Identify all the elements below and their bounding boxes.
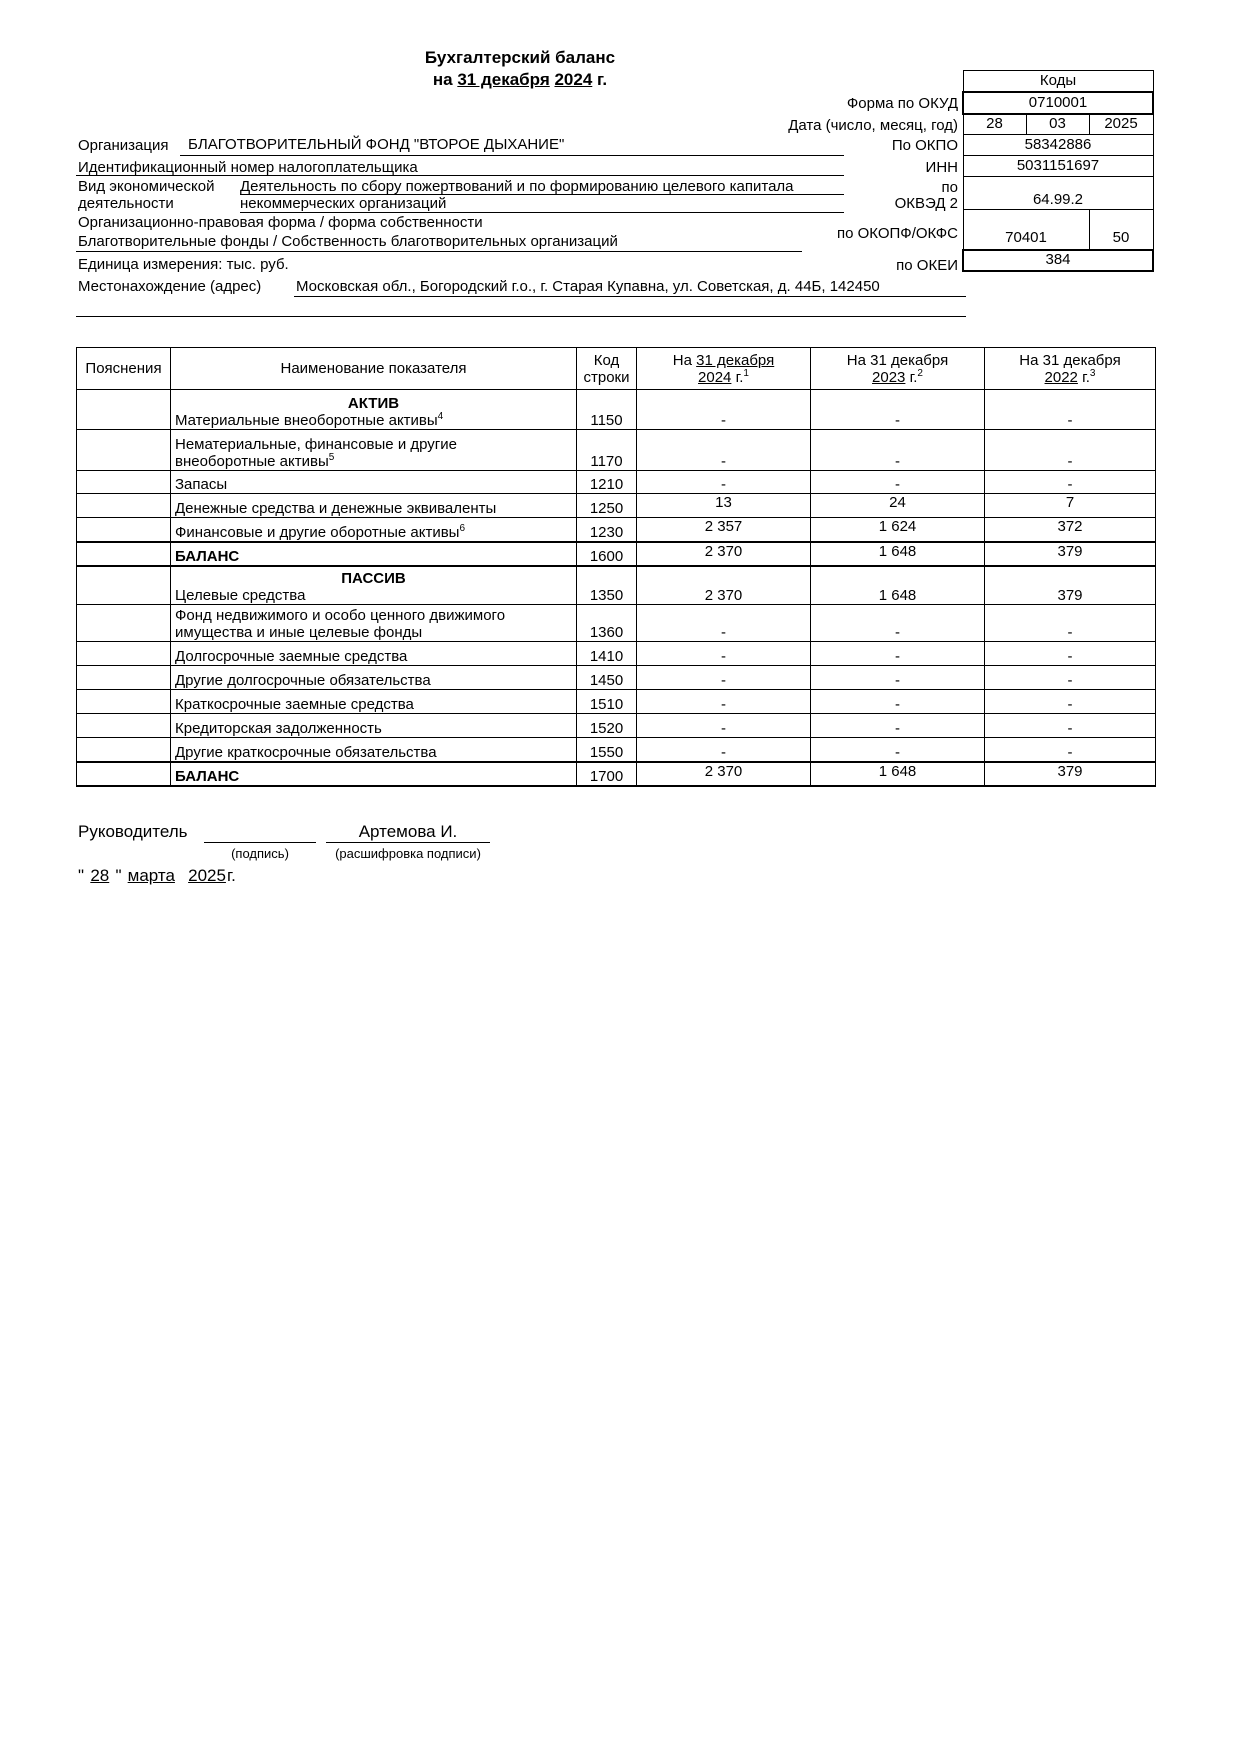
row-code: 1520 [577,714,637,738]
row-value-2024: 2 370 [637,762,811,786]
report-date [360,69,680,90]
header-col1-c: 2024 [698,368,732,386]
header-col2-c: г. [909,368,918,386]
row-name-text: Финансовые и другие оборотные активы [175,523,460,541]
table-row [77,666,1156,690]
row-value-2023: 1 648 [811,762,985,786]
row-notes [77,738,171,762]
table-row [77,471,1156,494]
codes-title: Коды [963,71,1153,92]
row-value-2023: - [811,430,985,471]
row-notes [77,666,171,690]
okpo-label: По ОКПО [891,137,958,154]
row-notes [77,518,171,542]
header-col2-a: На 31 декабря [846,351,949,369]
row-notes [77,642,171,666]
header-col3-c: г. [1082,368,1090,386]
row-value-2024: - [637,666,811,690]
row-value-2024: 13 [637,494,811,518]
row-value-2024: - [637,390,811,430]
row-name-line-1: Нематериальные, финансовые и другие [175,436,457,453]
activity-value-2: некоммерческих организаций [240,195,447,212]
row-code: 1150 [577,390,637,430]
row-code: 1410 [577,642,637,666]
row-value-2024: - [637,714,811,738]
header-notes: Пояснения [77,348,171,390]
sign-year-suffix: г. [227,866,236,885]
okei-label: по ОКЕИ [896,257,958,274]
row-notes [77,690,171,714]
address-label: Местонахождение (адрес) [78,278,262,295]
date-day-month: 31 декабря [457,70,550,89]
header-col1-b: 31 декабря [696,351,775,369]
row-name: БАЛАНС [171,542,577,566]
row-name [171,566,577,605]
codes-table [962,70,1154,272]
row-value-2022: - [985,390,1156,430]
section-passive: ПАССИВ [341,570,406,587]
row-value-2023: 24 [811,494,985,518]
row-code: 1600 [577,542,637,566]
row-value-2022: 379 [985,566,1156,605]
row-name [171,605,577,642]
header-code-1: Код [593,351,620,369]
okud-label: Форма по ОКУД [846,95,958,112]
row-value-2023: - [811,605,985,642]
name-caption: (расшифровка подписи) [335,846,481,861]
row-value-2022: - [985,666,1156,690]
table-row [77,605,1156,642]
row-name: Кредиторская задолженность [171,714,577,738]
legal-form-value: Благотворительные фонды / Собственность благотворительных организаций [78,233,618,250]
row-name-text: Материальные внеоборотные активы [175,412,438,429]
title-text: Бухгалтерский баланс [424,48,616,67]
activity-label-2: деятельности [78,195,174,212]
row-notes [77,605,171,642]
row-value-2024: 2 370 [637,566,811,605]
sign-date [78,866,236,886]
section-active: АКТИВ [347,395,400,412]
row-notes [77,494,171,518]
inn-label: Идентификационный номер налогоплательщика [78,159,418,176]
table-row [77,642,1156,666]
row-code: 1210 [577,471,637,494]
row-code: 1450 [577,666,637,690]
row-name: БАЛАНС [171,762,577,786]
inn-label-code: ИНН [925,159,958,176]
date-prefix: на [432,70,453,89]
header-col2 [811,348,985,390]
header-col3-sup: 3 [1089,367,1096,379]
head-label: Руководитель [78,822,188,841]
row-name-text: Целевые средства [175,587,306,604]
table-header-row [77,348,1156,390]
name-line [326,842,490,843]
sign-day: 28 [90,866,110,885]
inn-value: 5031151697 [963,156,1153,177]
row-value-2022: - [985,738,1156,762]
row-notes [77,542,171,566]
row-value-2022: 372 [985,518,1156,542]
table-row [77,714,1156,738]
row-code: 1350 [577,566,637,605]
row-code: 1170 [577,430,637,471]
date-suffix: г. [597,70,608,89]
okud-value: 0710001 [963,92,1153,114]
row-value-2024: - [637,471,811,494]
row-name: Долгосрочные заемные средства [171,642,577,666]
org-underline [180,155,844,156]
date-day-code: 28 [963,114,1026,135]
row-value-2023: - [811,390,985,430]
activity-underline-2 [240,212,844,213]
row-value-2024: - [637,605,811,642]
table-row [77,494,1156,518]
row-name-line-2: внеоборотные активы [175,453,329,470]
table-row-total [77,762,1156,786]
row-name: Запасы [171,471,577,494]
row-value-2022: - [985,471,1156,494]
row-value-2024: 2 357 [637,518,811,542]
sign-year: 2025 [188,866,226,885]
row-sup: 6 [459,522,466,534]
row-sup: 5 [328,452,335,463]
row-notes [77,430,171,471]
date-label: Дата (число, месяц, год) [788,117,958,134]
header-col3-a: На 31 декабря [1019,351,1121,369]
table-row-total [77,542,1156,566]
row-value-2022: - [985,430,1156,471]
row-notes [77,390,171,430]
row-value-2022: - [985,605,1156,642]
row-code: 1550 [577,738,637,762]
quote-close: " [115,866,122,885]
row-value-2024: 2 370 [637,542,811,566]
row-value-2024: - [637,430,811,471]
row-value-2022: - [985,690,1156,714]
row-value-2023: - [811,690,985,714]
row-value-2023: - [811,738,985,762]
row-code: 1250 [577,494,637,518]
okpo-value: 58342886 [963,135,1153,156]
sign-month: марта [127,866,175,885]
row-code: 1510 [577,690,637,714]
row-value-2022: - [985,714,1156,738]
okei-value: 384 [963,250,1153,271]
table-row [77,390,1156,430]
table-row [77,690,1156,714]
header-code [577,348,637,390]
row-value-2023: 1 648 [811,566,985,605]
unit-label: Единица измерения: тыс. руб. [78,256,289,273]
header-col3-b: 2022 [1044,368,1078,386]
okved-label-1: по [941,179,958,196]
header-col2-sup: 2 [917,367,923,379]
row-code: 1700 [577,762,637,786]
row-value-2023: - [811,471,985,494]
row-value-2022: 7 [985,494,1156,518]
row-name [171,430,577,471]
row-value-2023: - [811,642,985,666]
okved-label-2: ОКВЭД 2 [894,195,958,212]
row-name: Другие долгосрочные обязательства [171,666,577,690]
header-col1-a: На [672,351,692,369]
table-row [77,430,1156,471]
row-name: Другие краткосрочные обязательства [171,738,577,762]
row-name: Денежные средства и денежные эквиваленты [171,494,577,518]
header-name: Наименование показателя [171,348,577,390]
row-notes [77,471,171,494]
header-col1-d: г. [735,368,744,386]
okopf-label: по ОКОПФ/ОКФС [836,225,958,242]
header-code-2: строки [583,368,630,386]
activity-label-1: Вид экономической [78,178,215,195]
date-month-code: 03 [1026,114,1089,135]
address-underline-2 [76,316,966,317]
header-col3 [985,348,1156,390]
row-value-2023: - [811,666,985,690]
activity-underline-1 [240,194,844,195]
head-name: Артемова И. [358,822,458,841]
row-value-2024: - [637,642,811,666]
row-notes [77,566,171,605]
row-value-2023: 1 648 [811,542,985,566]
row-name: Краткосрочные заемные средства [171,690,577,714]
row-value-2023: - [811,714,985,738]
address-value: Московская обл., Богородский г.о., г. Старая Купавна, ул. Советская, д. 44Б, 142450 [296,278,880,295]
signature-caption: (подпись) [231,846,289,861]
row-name-line-2: имущества и иные целевые фонды [175,624,423,641]
legal-form-underline [76,251,802,252]
table-row [77,738,1156,762]
row-sup: 4 [437,411,444,422]
activity-value-1: Деятельность по сбору пожертвований и по формированию целевого капитала [240,178,794,195]
row-value-2024: - [637,738,811,762]
org-label: Организация [78,137,169,154]
row-name [171,518,577,542]
header-col1 [637,348,811,390]
row-name [171,390,577,430]
okved-value: 64.99.2 [963,177,1153,210]
row-name-line-1: Фонд недвижимого и особо ценного движимого [175,607,506,624]
row-value-2022: - [985,642,1156,666]
row-code: 1230 [577,518,637,542]
legal-form-label: Организационно-правовая форма / форма собственности [78,214,483,231]
row-notes [77,762,171,786]
row-value-2022: 379 [985,542,1156,566]
balance-table [76,347,1156,787]
okfs-value: 50 [1089,210,1153,250]
row-notes [77,714,171,738]
address-underline [294,296,966,297]
row-value-2022: 379 [985,762,1156,786]
date-year: 2024 [554,70,593,89]
signature-line [204,842,316,843]
inn-underline [76,175,844,176]
table-row [77,518,1156,542]
row-value-2023: 1 624 [811,518,985,542]
row-code: 1360 [577,605,637,642]
table-row [77,566,1156,605]
org-value: БЛАГОТВОРИТЕЛЬНЫЙ ФОНД "ВТОРОЕ ДЫХАНИЕ" [188,136,565,153]
header-col2-b: 2023 [872,368,906,386]
row-value-2024: - [637,690,811,714]
page-title [360,47,680,68]
date-year-code: 2025 [1089,114,1153,135]
okopf-value: 70401 [963,210,1089,250]
header-col1-sup: 1 [743,367,749,379]
quote-open: " [78,866,85,885]
